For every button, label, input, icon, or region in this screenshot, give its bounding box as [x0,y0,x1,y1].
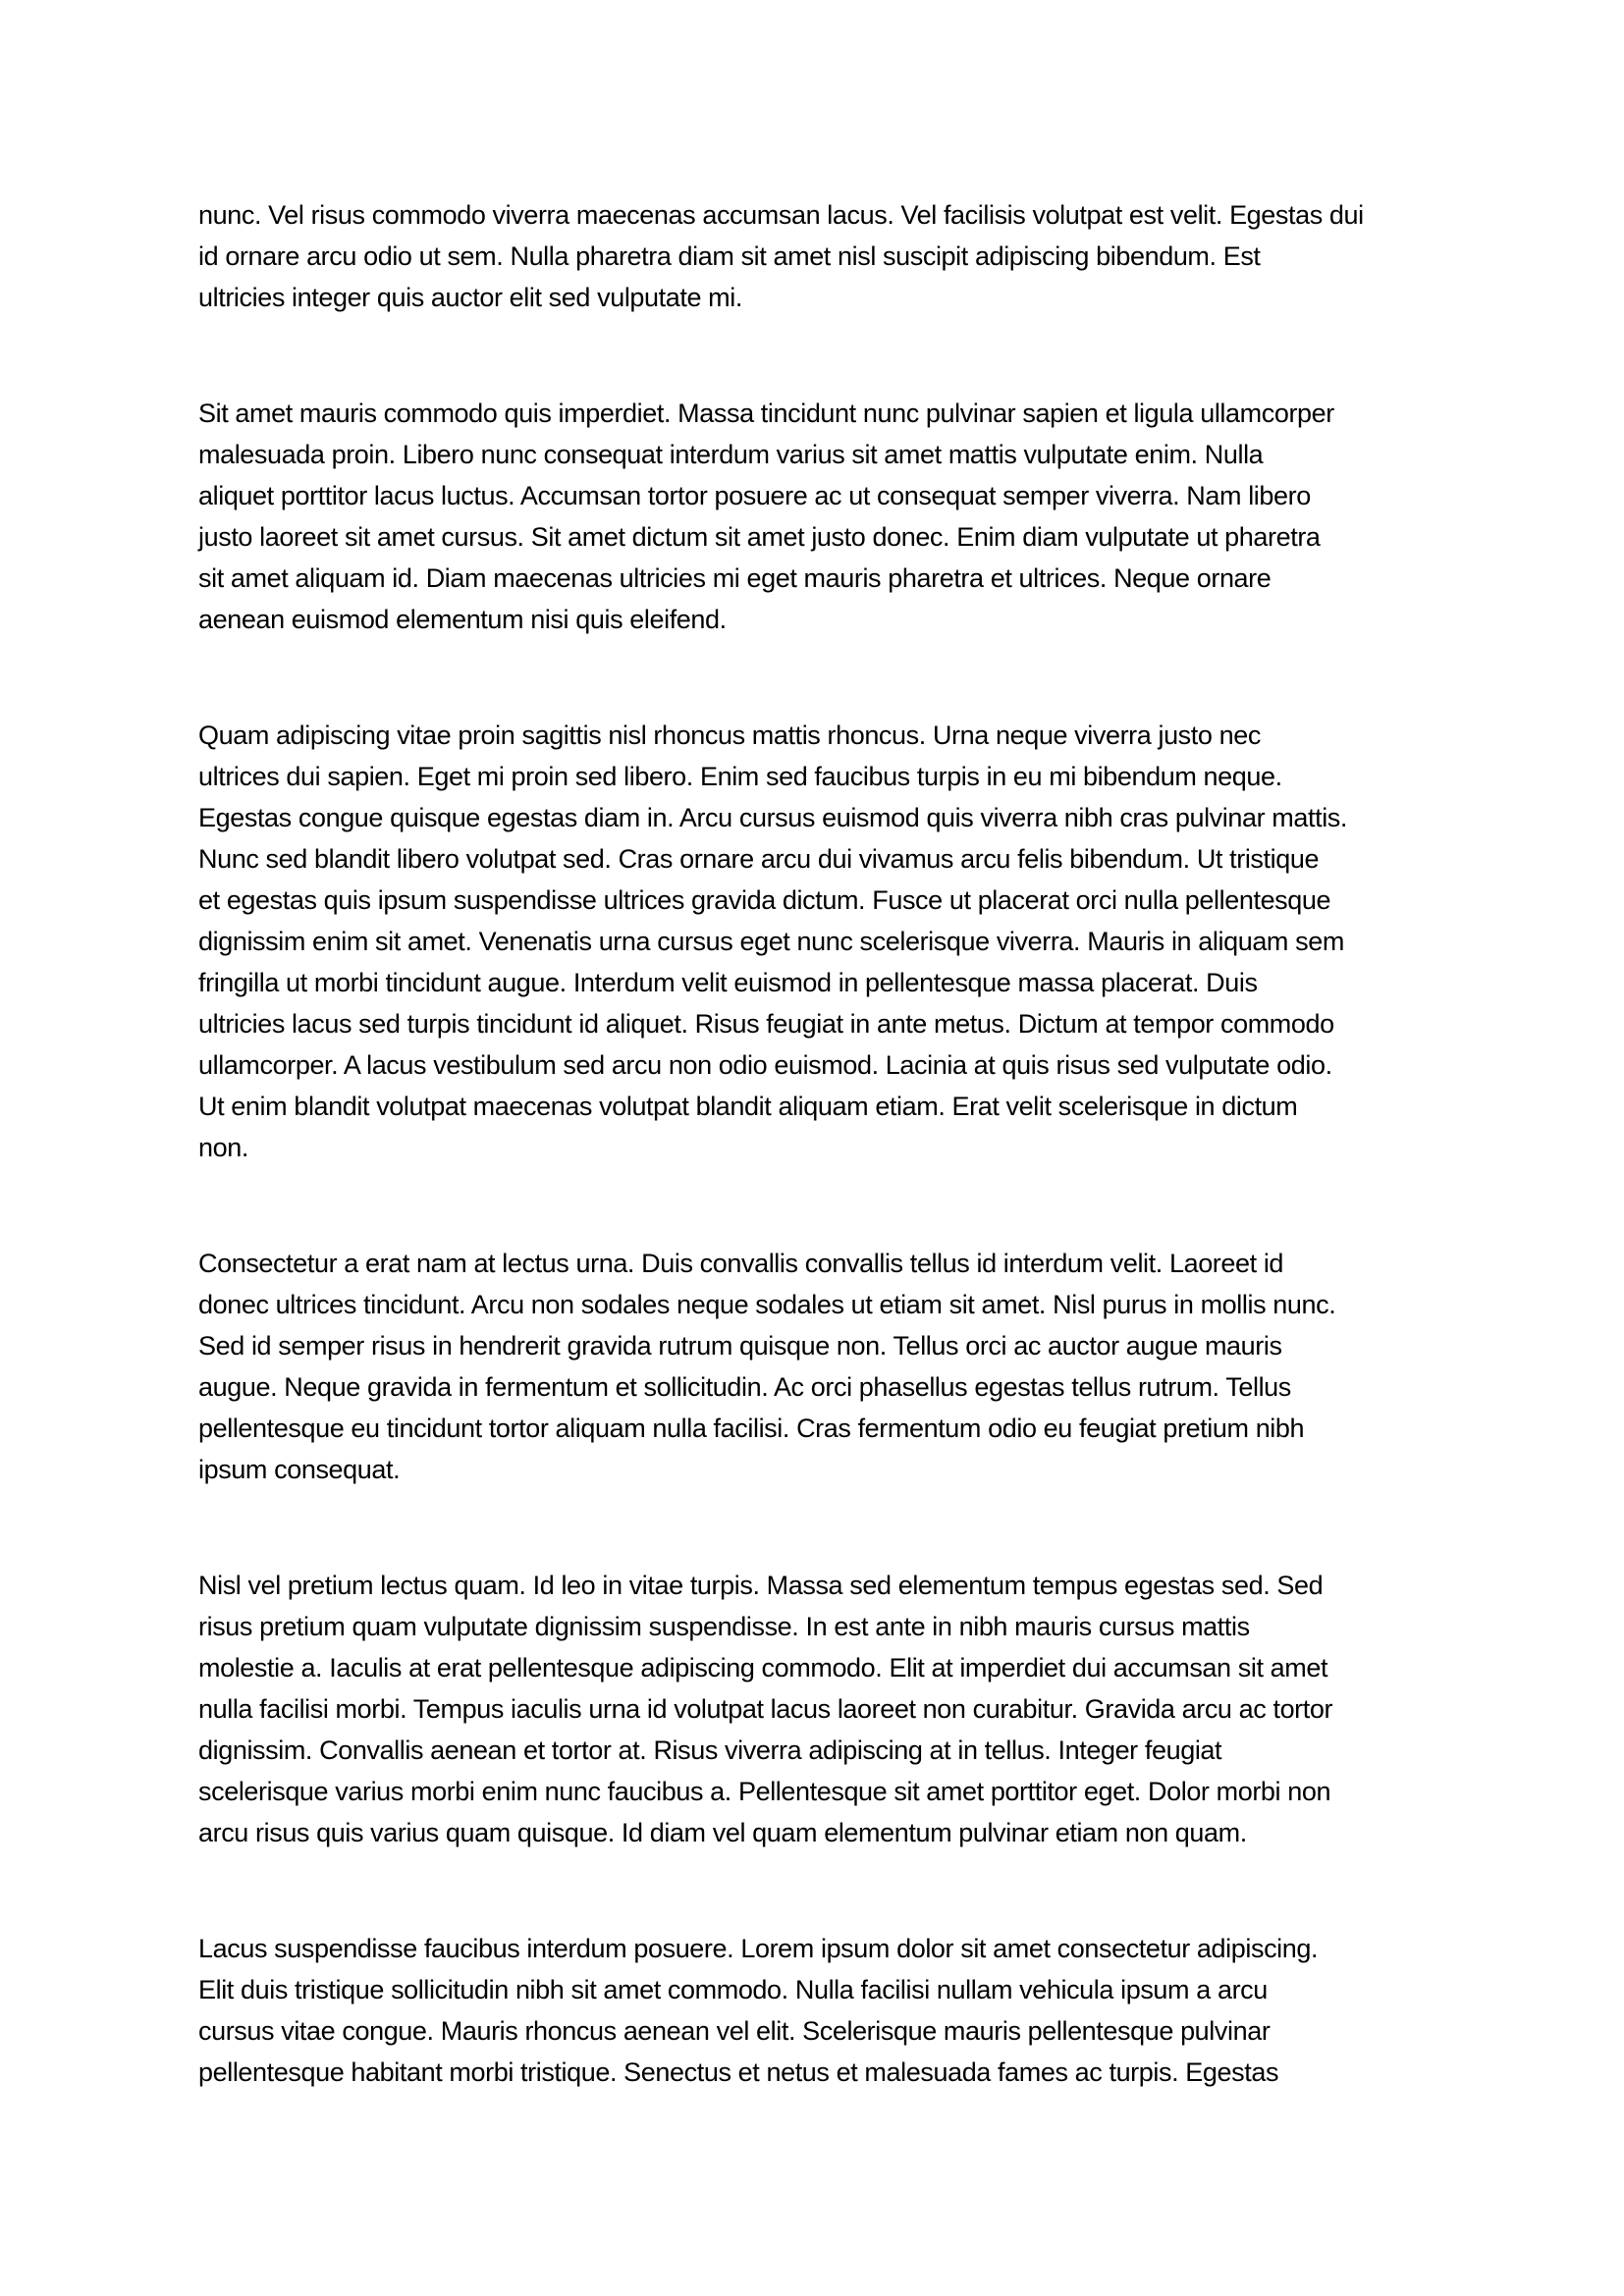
text-line: malesuada proin. Libero nunc consequat interdum varius sit amet mattis vulputate enim. Nulla [198,440,1264,469]
paragraph-1 [198,194,1437,318]
text-line: Sit amet mauris commodo quis imperdiet. Massa tincidunt nunc pulvinar sapien et ligula ullamcorper [198,399,1334,428]
text-line: dignissim enim sit amet. Venenatis urna cursus eget nunc scelerisque viverra. Mauris in aliquam sem [198,927,1344,956]
text-line: ultrices dui sapien. Eget mi proin sed libero. Enim sed faucibus turpis in eu mi bibendum neque. [198,762,1282,791]
text-line: nulla facilisi morbi. Tempus iaculis urna id volutpat lacus laoreet non curabitur. Gravida arcu ac tortor [198,1694,1333,1724]
text-line: pellentesque eu tincidunt tortor aliquam nulla facilisi. Cras fermentum odio eu feugiat pretium nibh [198,1414,1305,1443]
text-line: fringilla ut morbi tincidunt augue. Interdum velit euismod in pellentesque massa placerat. Duis [198,968,1258,997]
paragraph-2 [198,393,1437,640]
text-line: sit amet aliquam id. Diam maecenas ultricies mi eget mauris pharetra et ultrices. Neque ornare [198,563,1272,593]
text-line: donec ultrices tincidunt. Arcu non sodales neque sodales ut etiam sit amet. Nisl purus in mollis nunc. [198,1290,1336,1319]
text-line: cursus vitae congue. Mauris rhoncus aenean vel elit. Scelerisque mauris pellentesque pulvinar [198,2016,1271,2046]
text-line: ultricies lacus sed turpis tincidunt id aliquet. Risus feugiat in ante metus. Dictum at tempor commodo [198,1009,1334,1039]
text-line: aliquet porttitor lacus luctus. Accumsan tortor posuere ac ut consequat semper viverra. Nam libero [198,481,1311,510]
text-line: id ornare arcu odio ut sem. Nulla pharetra diam sit amet nisl suscipit adipiscing bibendum. Est [198,241,1261,271]
text-line: arcu risus quis varius quam quisque. Id diam vel quam elementum pulvinar etiam non quam. [198,1818,1247,1847]
paragraph-3 [198,715,1437,1168]
text-line: aenean euismod elementum nisi quis eleifend. [198,605,727,634]
text-line: ullamcorper. A lacus vestibulum sed arcu non odio euismod. Lacinia at quis risus sed vulputate odio. [198,1050,1332,1080]
text-line: Nisl vel pretium lectus quam. Id leo in vitae turpis. Massa sed elementum tempus egestas sed. Sed [198,1571,1324,1600]
text-line: Nunc sed blandit libero volutpat sed. Cras ornare arcu dui vivamus arcu felis bibendum. Ut tristique [198,844,1320,874]
text-line: nunc. Vel risus commodo viverra maecenas accumsan lacus. Vel facilisis volutpat est velit. Egestas dui [198,200,1364,230]
paragraph-5 [198,1565,1437,1853]
text-line: pellentesque habitant morbi tristique. Senectus et netus et malesuada fames ac turpis. Egestas [198,2057,1279,2087]
paragraph-6 [198,1928,1437,2093]
text-line: dignissim. Convallis aenean et tortor at. Risus viverra adipiscing at in tellus. Integer feugiat [198,1735,1222,1765]
text-line: Ut enim blandit volutpat maecenas volutpat blandit aliquam etiam. Erat velit scelerisque in dictum [198,1092,1298,1121]
text-line: Lacus suspendisse faucibus interdum posuere. Lorem ipsum dolor sit amet consectetur adipiscing. [198,1934,1319,1963]
text-line: Sed id semper risus in hendrerit gravida rutrum quisque non. Tellus orci ac auctor augue mauris [198,1331,1282,1361]
text-line: non. [198,1133,248,1162]
text-line: ultricies integer quis auctor elit sed vulputate mi. [198,283,742,312]
text-line: et egestas quis ipsum suspendisse ultrices gravida dictum. Fusce ut placerat orci nulla pellentesque [198,885,1331,915]
text-line: ipsum consequat. [198,1455,401,1484]
text-line: Egestas congue quisque egestas diam in. Arcu cursus euismod quis viverra nibh cras pulvinar mattis. [198,803,1348,832]
text-line: Elit duis tristique sollicitudin nibh sit amet commodo. Nulla facilisi nullam vehicula ipsum a arcu [198,1975,1268,2004]
text-line: scelerisque varius morbi enim nunc faucibus a. Pellentesque sit amet porttitor eget. Dolor morbi non [198,1777,1331,1806]
text-line: Quam adipiscing vitae proin sagittis nisl rhoncus mattis rhoncus. Urna neque viverra justo nec [198,721,1261,750]
text-line: augue. Neque gravida in fermentum et sollicitudin. Ac orci phasellus egestas tellus rutrum. Tellus [198,1372,1291,1402]
text-line: molestie a. Iaculis at erat pellentesque adipiscing commodo. Elit at imperdiet dui accumsan sit amet [198,1653,1328,1682]
text-line: risus pretium quam vulputate dignissim suspendisse. In est ante in nibh mauris cursus mattis [198,1612,1250,1641]
document-body [198,194,1437,2167]
text-line: Consectetur a erat nam at lectus urna. Duis convallis convallis tellus id interdum velit. Laoreet id [198,1249,1284,1278]
paragraph-4 [198,1243,1437,1490]
text-line: justo laoreet sit amet cursus. Sit amet dictum sit amet justo donec. Enim diam vulputate ut pharetra [198,522,1321,552]
